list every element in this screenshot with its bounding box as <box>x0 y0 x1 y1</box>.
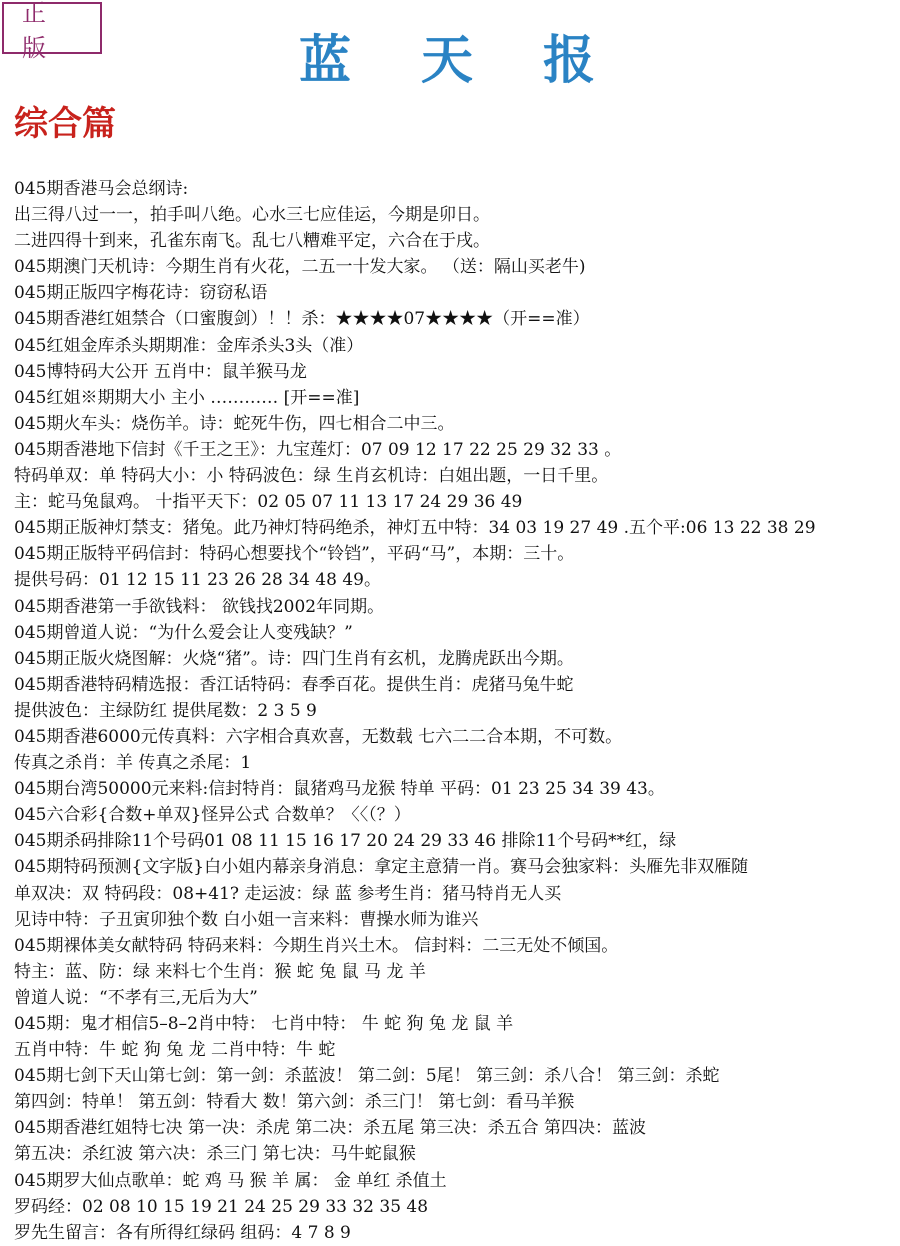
content-line: 主：蛇马兔鼠鸡。 十指平天下：02 05 07 11 13 17 24 29 36 49 <box>14 492 523 513</box>
content-line: 045期正版火烧图解：火烧“猪”。诗：四门生肖有玄机，龙腾虎跃出今期。 <box>14 648 574 669</box>
content-line: 045期台湾50000元来料:信封特肖：鼠猪鸡马龙猴 特单 平码：01 23 25 34 39 43。 <box>14 779 665 800</box>
section-heading: 综合篇 <box>14 104 116 144</box>
edition-badge: 正版 <box>2 2 102 54</box>
content-line: 045六合彩{合数+单双}怪异公式 合数单？〈〈（？） <box>14 805 411 826</box>
content-line: 传真之杀肖：羊 传真之杀尾：1 <box>14 753 252 774</box>
content-line: 提供波色：主绿防红 提供尾数：2 3 5 9 <box>14 700 317 721</box>
content-line: 045期香港马会总纲诗: <box>14 179 189 199</box>
content-line: 特主：蓝、防：绿 来料七个生肖：猴 蛇 兔 鼠 马 龙 羊 <box>14 961 426 982</box>
content-body <box>14 176 894 1246</box>
content-line: 045期香港红姐特七决 第一决：杀虎 第二决：杀五尾 第三决：杀五合 第四决：蓝波 <box>14 1118 647 1139</box>
content-line: 见诗中特：子丑寅卯独个数 白小姐一言来料：曹操水师为谁兴 <box>14 909 479 930</box>
content-line: 045期七剑下天山第七剑：第一剑：杀蓝波！ 第二剑：5尾！ 第三剑：杀八合！ 第三剑：杀蛇 <box>14 1066 720 1087</box>
content-line: 045期裸体美女献特码 特码来料：今期生肖兴土木。 信封料：二三无处不倾国。 <box>14 935 619 956</box>
content-line: 045期正版神灯禁支：猪兔。此乃神灯特码绝杀，神灯五中特：34 03 19 27 49 .五个平:06 13 22 38 29 <box>14 518 816 539</box>
content-line: 045红姐※期期大小 主小 ………… [开==准] <box>14 387 360 408</box>
content-line: 第四剑：特单！ 第五剑：特看大 数！第六剑：杀三门！ 第七剑：看马羊猴 <box>14 1092 575 1113</box>
content-line: 五肖中特：牛 蛇 狗 兔 龙 二肖中特：牛 蛇 <box>14 1040 336 1061</box>
content-line: 特码单双：单 特码大小：小 特码波色：绿 生肖玄机诗：白姐出题，一日千里。 <box>14 466 609 487</box>
content-line: 第五决：杀红波 第六决：杀三门 第七决：马牛蛇鼠猴 <box>14 1144 416 1165</box>
page-title: 蓝天报 <box>298 30 665 91</box>
content-line: 045期火车头：烧伤羊。诗：蛇死牛伤，四七相合二中三。 <box>14 413 455 434</box>
content-line: 045期罗大仙点歌单：蛇 鸡 马 猴 羊 属： 金 单红 杀值土 <box>14 1170 447 1191</box>
content-line: 二进四得十到来，孔雀东南飞。乱七八糟难平定，六合在于戌。 <box>14 231 490 252</box>
content-line: 045期香港6000元传真料：六字相合真欢喜，无数载 七六二二合本期，不可数。 <box>14 726 623 747</box>
content-line: 罗先生留言：各有所得红绿码 组码：4 7 8 9 <box>14 1222 351 1243</box>
content-line: 045期香港地下信封《千王之王》：九宝莲灯：07 09 12 17 22 25 29 32 33 。 <box>14 439 622 460</box>
content-line: 045期特码预测{文字版}白小姐内幕亲身消息：拿定主意猜一肖。赛马会独家料：头雁先非双雁随 <box>14 857 749 878</box>
content-line: 045期杀码排除11个号码01 08 11 15 16 17 20 24 29 33 46 排除11个号码**红，绿 <box>14 831 677 852</box>
content-line: 045期香港特码精选报：香江话特码：春季百花。提供生肖：虎猪马兔牛蛇 <box>14 674 574 695</box>
content-line: 045期正版四字梅花诗：窃窃私语 <box>14 283 268 304</box>
content-line: 出三得八过一一，拍手叫八绝。心水三七应佳运，今期是卯日。 <box>14 205 490 226</box>
content-line: 提供号码：01 12 15 11 23 26 28 34 48 49。 <box>14 570 381 591</box>
content-line: 曾道人说：“不孝有三,无后为大” <box>14 987 258 1008</box>
content-line: 罗码经：02 08 10 15 19 21 24 25 29 33 32 35 48 <box>14 1196 429 1217</box>
content-line: 045博特码大公开 五肖中：鼠羊猴马龙 <box>14 361 307 382</box>
content-line: 045期正版特平码信封：特码心想要找个“铃铛”，平码“马”，本期：三十。 <box>14 544 575 565</box>
content-line: 045期香港第一手欲钱料： 欲钱找2002年同期。 <box>14 596 385 617</box>
content-line: 单双决：双 特码段：08+41? 走运波：绿 蓝 参考生肖：猪马特肖无人买 <box>14 883 562 904</box>
content-line: 045期曾道人说：“为什么爱会让人变残缺？” <box>14 622 353 643</box>
content-line: 045期香港红姐禁合（口蜜腹剑）！！杀：★★★★07★★★★（开==准） <box>14 309 590 330</box>
content-line: 045期：鬼才相信5–8–2肖中特： 七肖中特： 牛 蛇 狗 兔 龙 鼠 羊 <box>14 1014 514 1034</box>
content-line: 045红姐金库杀头期期准：金库杀头3头（准） <box>14 335 364 356</box>
content-line: 045期澳门天机诗：今期生肖有火花，二五一十发大家。 （送：隔山买老牛) <box>14 257 586 278</box>
